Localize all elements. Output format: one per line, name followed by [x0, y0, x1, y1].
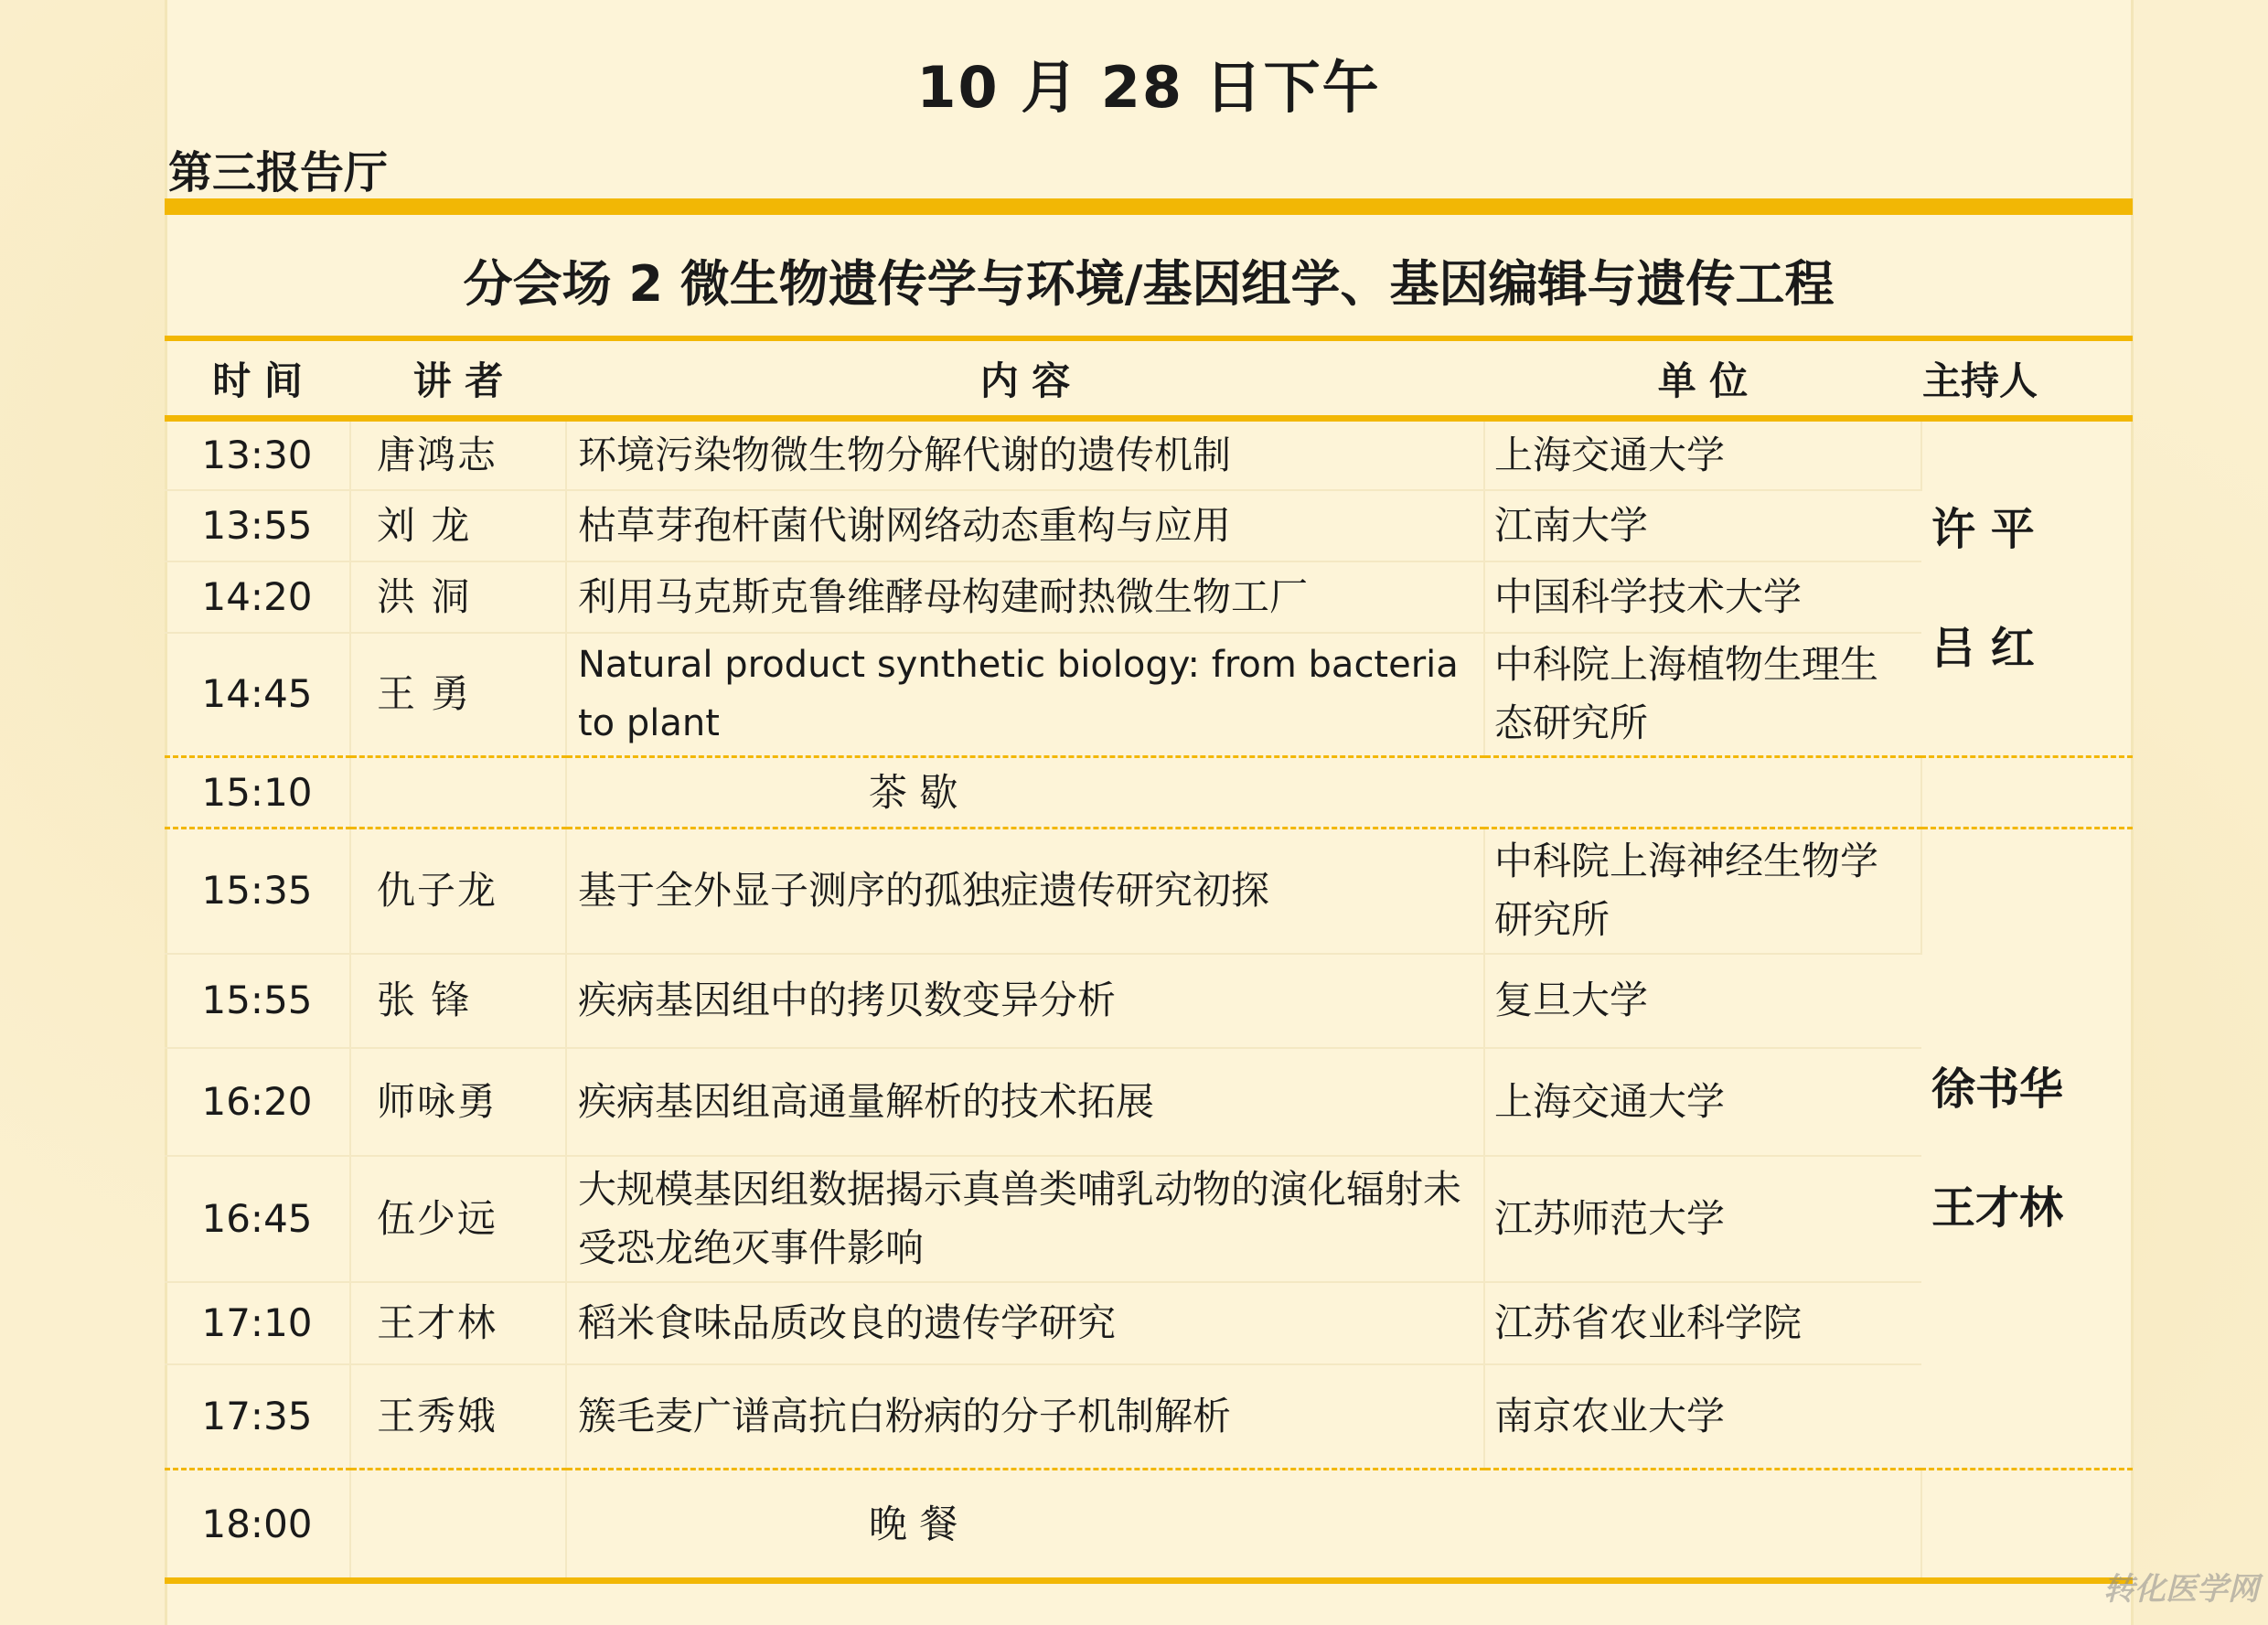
table-row	[165, 633, 2133, 757]
speaker-cell: 师咏勇	[350, 1048, 566, 1156]
break-label: 茶 歇	[566, 757, 1921, 829]
unit-cell: 江苏师范大学	[1484, 1156, 1921, 1282]
topic-cell: 基于全外显子测序的孤独症遗传研究初探	[566, 829, 1484, 954]
session-title: 分会场 2 微生物遗传学与环境/基因组学、基因编辑与遗传工程	[463, 255, 1835, 313]
empty-cell	[1921, 757, 2133, 829]
unit-cell: 江苏省农业科学院	[1484, 1282, 1921, 1364]
empty-cell	[350, 757, 566, 829]
table-row	[165, 1156, 2133, 1282]
table-row	[165, 954, 2133, 1048]
table-row	[165, 490, 2133, 561]
unit-cell: 复旦大学	[1484, 954, 1921, 1048]
topic-cell: 环境污染物微生物分解代谢的遗传机制	[566, 419, 1484, 490]
break-row	[165, 757, 2133, 829]
topic-cell: 利用马克斯克鲁维酵母构建耐热微生物工厂	[566, 561, 1484, 633]
time-cell: 13:30	[165, 419, 350, 490]
speaker-cell: 仇子龙	[350, 829, 566, 954]
topic-cell: 疾病基因组高通量解析的技术拓展	[566, 1048, 1484, 1156]
host-name: 王才林	[1931, 1182, 2064, 1234]
break-label: 晚 餐	[566, 1470, 1921, 1581]
empty-cell	[1921, 1470, 2133, 1581]
hall-name: 第三报告厅	[168, 147, 389, 198]
unit-cell: 上海交通大学	[1484, 1048, 1921, 1156]
column-header-speaker: 讲 者	[350, 341, 566, 419]
unit-cell: 南京农业大学	[1484, 1364, 1921, 1470]
time-cell: 15:10	[165, 757, 350, 829]
speaker-cell: 王才林	[350, 1282, 566, 1364]
schedule-table	[165, 341, 2133, 1584]
table-header-row	[165, 341, 2133, 419]
topic-cell: 枯草芽孢杆菌代谢网络动态重构与应用	[566, 490, 1484, 561]
table-row	[165, 829, 2133, 954]
table-row	[165, 1364, 2133, 1470]
host-cell-second-block	[1921, 829, 2133, 1470]
unit-cell: 中国科学技术大学	[1484, 561, 1921, 633]
break-row	[165, 1470, 2133, 1581]
speaker-cell: 洪 洞	[350, 561, 566, 633]
time-cell: 17:35	[165, 1364, 350, 1470]
host-name: 许 平	[1931, 503, 2035, 555]
time-cell: 16:20	[165, 1048, 350, 1156]
time-cell: 15:55	[165, 954, 350, 1048]
topic-cell: 疾病基因组中的拷贝数变异分析	[566, 954, 1484, 1048]
host-cell-first-block	[1921, 419, 2133, 757]
time-cell: 17:10	[165, 1282, 350, 1364]
speaker-cell: 刘 龙	[350, 490, 566, 561]
unit-cell: 上海交通大学	[1484, 419, 1921, 490]
watermark-logo: 转化医学网	[2103, 1571, 2259, 1608]
column-header-time: 时 间	[165, 341, 350, 419]
topic-cell: 稻米食味品质改良的遗传学研究	[566, 1282, 1484, 1364]
host-name: 徐书华	[1931, 1064, 2064, 1115]
time-cell: 18:00	[165, 1470, 350, 1581]
empty-cell	[350, 1470, 566, 1581]
unit-cell: 中科院上海植物生理生态研究所	[1484, 633, 1921, 757]
speaker-cell: 唐鸿志	[350, 419, 566, 490]
speaker-cell: 王 勇	[350, 633, 566, 757]
top-rule	[165, 198, 2133, 215]
time-cell: 14:20	[165, 561, 350, 633]
table-row	[165, 1282, 2133, 1364]
time-cell: 16:45	[165, 1156, 350, 1282]
host-name: 吕 红	[1931, 622, 2035, 674]
table-row	[165, 1048, 2133, 1156]
day-title: 10 月 28 日下午	[916, 54, 1381, 121]
topic-cell: 大规模基因组数据揭示真兽类哺乳动物的演化辐射未受恐龙绝灭事件影响	[566, 1156, 1484, 1282]
time-cell: 13:55	[165, 490, 350, 561]
speaker-cell: 伍少远	[350, 1156, 566, 1282]
time-cell: 15:35	[165, 829, 350, 954]
speaker-cell: 张 锋	[350, 954, 566, 1048]
topic-cell: Natural product synthetic biology: from bacteria to plant	[566, 633, 1484, 757]
unit-cell: 江南大学	[1484, 490, 1921, 561]
table-row	[165, 561, 2133, 633]
column-header-host: 主持人	[1921, 341, 2133, 419]
speaker-cell: 王秀娥	[350, 1364, 566, 1470]
column-header-topic: 内 容	[566, 341, 1484, 419]
topic-cell: 簇毛麦广谱高抗白粉病的分子机制解析	[566, 1364, 1484, 1470]
unit-cell: 中科院上海神经生物学研究所	[1484, 829, 1921, 954]
column-header-unit: 单 位	[1484, 341, 1921, 419]
time-cell: 14:45	[165, 633, 350, 757]
table-row	[165, 419, 2133, 490]
